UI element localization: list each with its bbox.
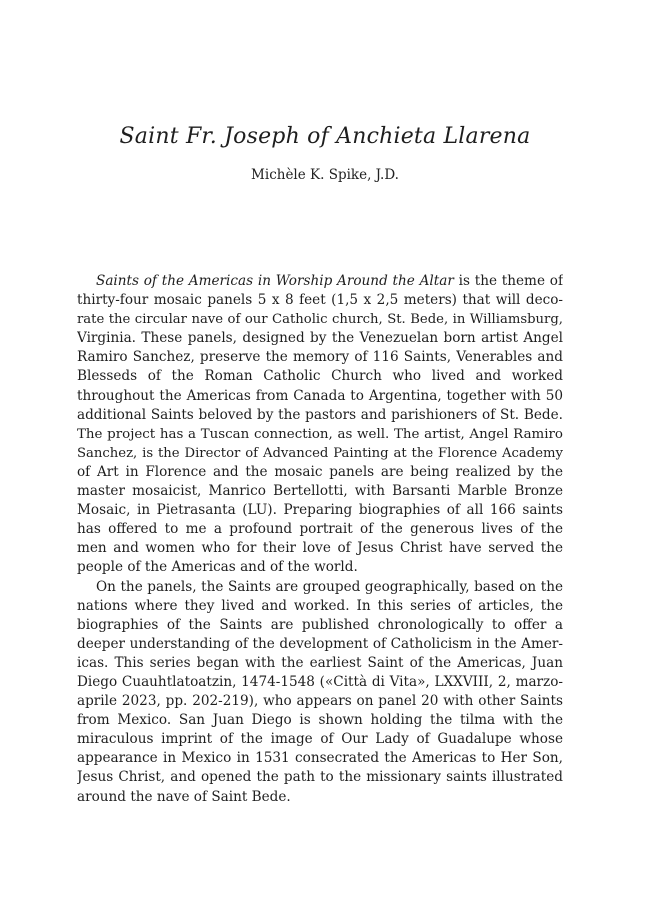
body-line: nations where they lived and worked. In this series of articles, the <box>77 597 563 614</box>
body-line <box>77 272 563 291</box>
body-line: On the panels, the Saints are grouped geographically, based on the <box>96 578 563 595</box>
body-line: Mosaic, in Pietrasanta (LU). Preparing biographies of all 166 saints <box>77 502 563 519</box>
body-line: Jesus Christ, and opened the path to the missionary saints illustrated <box>77 769 563 786</box>
body-line: Ramiro Sanchez, preserve the memory of 116 Saints, Venerables and <box>77 349 563 366</box>
body-line: The project has a Tuscan connection, as well. The artist, Angel Ramiro <box>77 426 563 442</box>
body-line: Blesseds of the Roman Catholic Church who lived and worked <box>77 368 563 385</box>
body-line: thirty-four mosaic panels 5 x 8 feet (1,5 x 2,5 meters) that will deco- <box>77 292 563 309</box>
body-line: men and women who for their love of Jesus Christ have served the <box>77 540 563 557</box>
body-line: rate the circular nave of our Catholic church, St. Bede, in Williamsburg, <box>77 312 563 328</box>
article-author: Michèle K. Spike, J.D. <box>251 167 399 183</box>
body-line: master mosaicist, Manrico Bertellotti, with Barsanti Marble Bronze <box>77 483 563 500</box>
italic-phrase: Saints of the Americas in Worship Around the Altar <box>96 273 454 289</box>
body-line: miraculous imprint of the image of Our Lady of Guadalupe whose <box>77 731 563 748</box>
body-line: from Mexico. San Juan Diego is shown holding the tilma with the <box>77 712 563 729</box>
article-title: Saint Fr. Joseph of Anchieta Llarena <box>119 124 531 149</box>
body-line: Sanchez, is the Director of Advanced Painting at the Florence Academy <box>77 445 563 461</box>
body-line: additional Saints beloved by the pastors and parishioners of St. Bede. <box>77 406 563 423</box>
body-line: Diego Cuauhtlatoatzin, 1474-1548 («Città di Vita», LXXVIII, 2, marzo- <box>77 673 563 690</box>
body-line: deeper understanding of the development of Catholicism in the Amer- <box>77 635 563 652</box>
body-line: aprile 2023, pp. 202-219), who appears on panel 20 with other Saints <box>77 693 563 710</box>
line-text: is the theme of <box>453 273 563 289</box>
body-line: icas. This series began with the earliest Saint of the Americas, Juan <box>77 654 563 671</box>
body-line: Virginia. These panels, designed by the Venezuelan born artist Angel <box>77 330 563 347</box>
body-line: throughout the Americas from Canada to Argentina, together with 50 <box>77 387 563 404</box>
body-line: biographies of the Saints are published chronologically to offer a <box>77 616 563 633</box>
article-body <box>77 272 563 807</box>
body-line: around the nave of Saint Bede. <box>77 788 291 805</box>
body-line: has offered to me a profound portrait of the generous lives of the <box>77 521 563 538</box>
body-line: people of the Americas and of the world. <box>77 559 358 576</box>
body-line: appearance in Mexico in 1531 consecrated the Americas to Her Son, <box>77 750 563 767</box>
body-line: of Art in Florence and the mosaic panels are being realized by the <box>77 463 563 480</box>
